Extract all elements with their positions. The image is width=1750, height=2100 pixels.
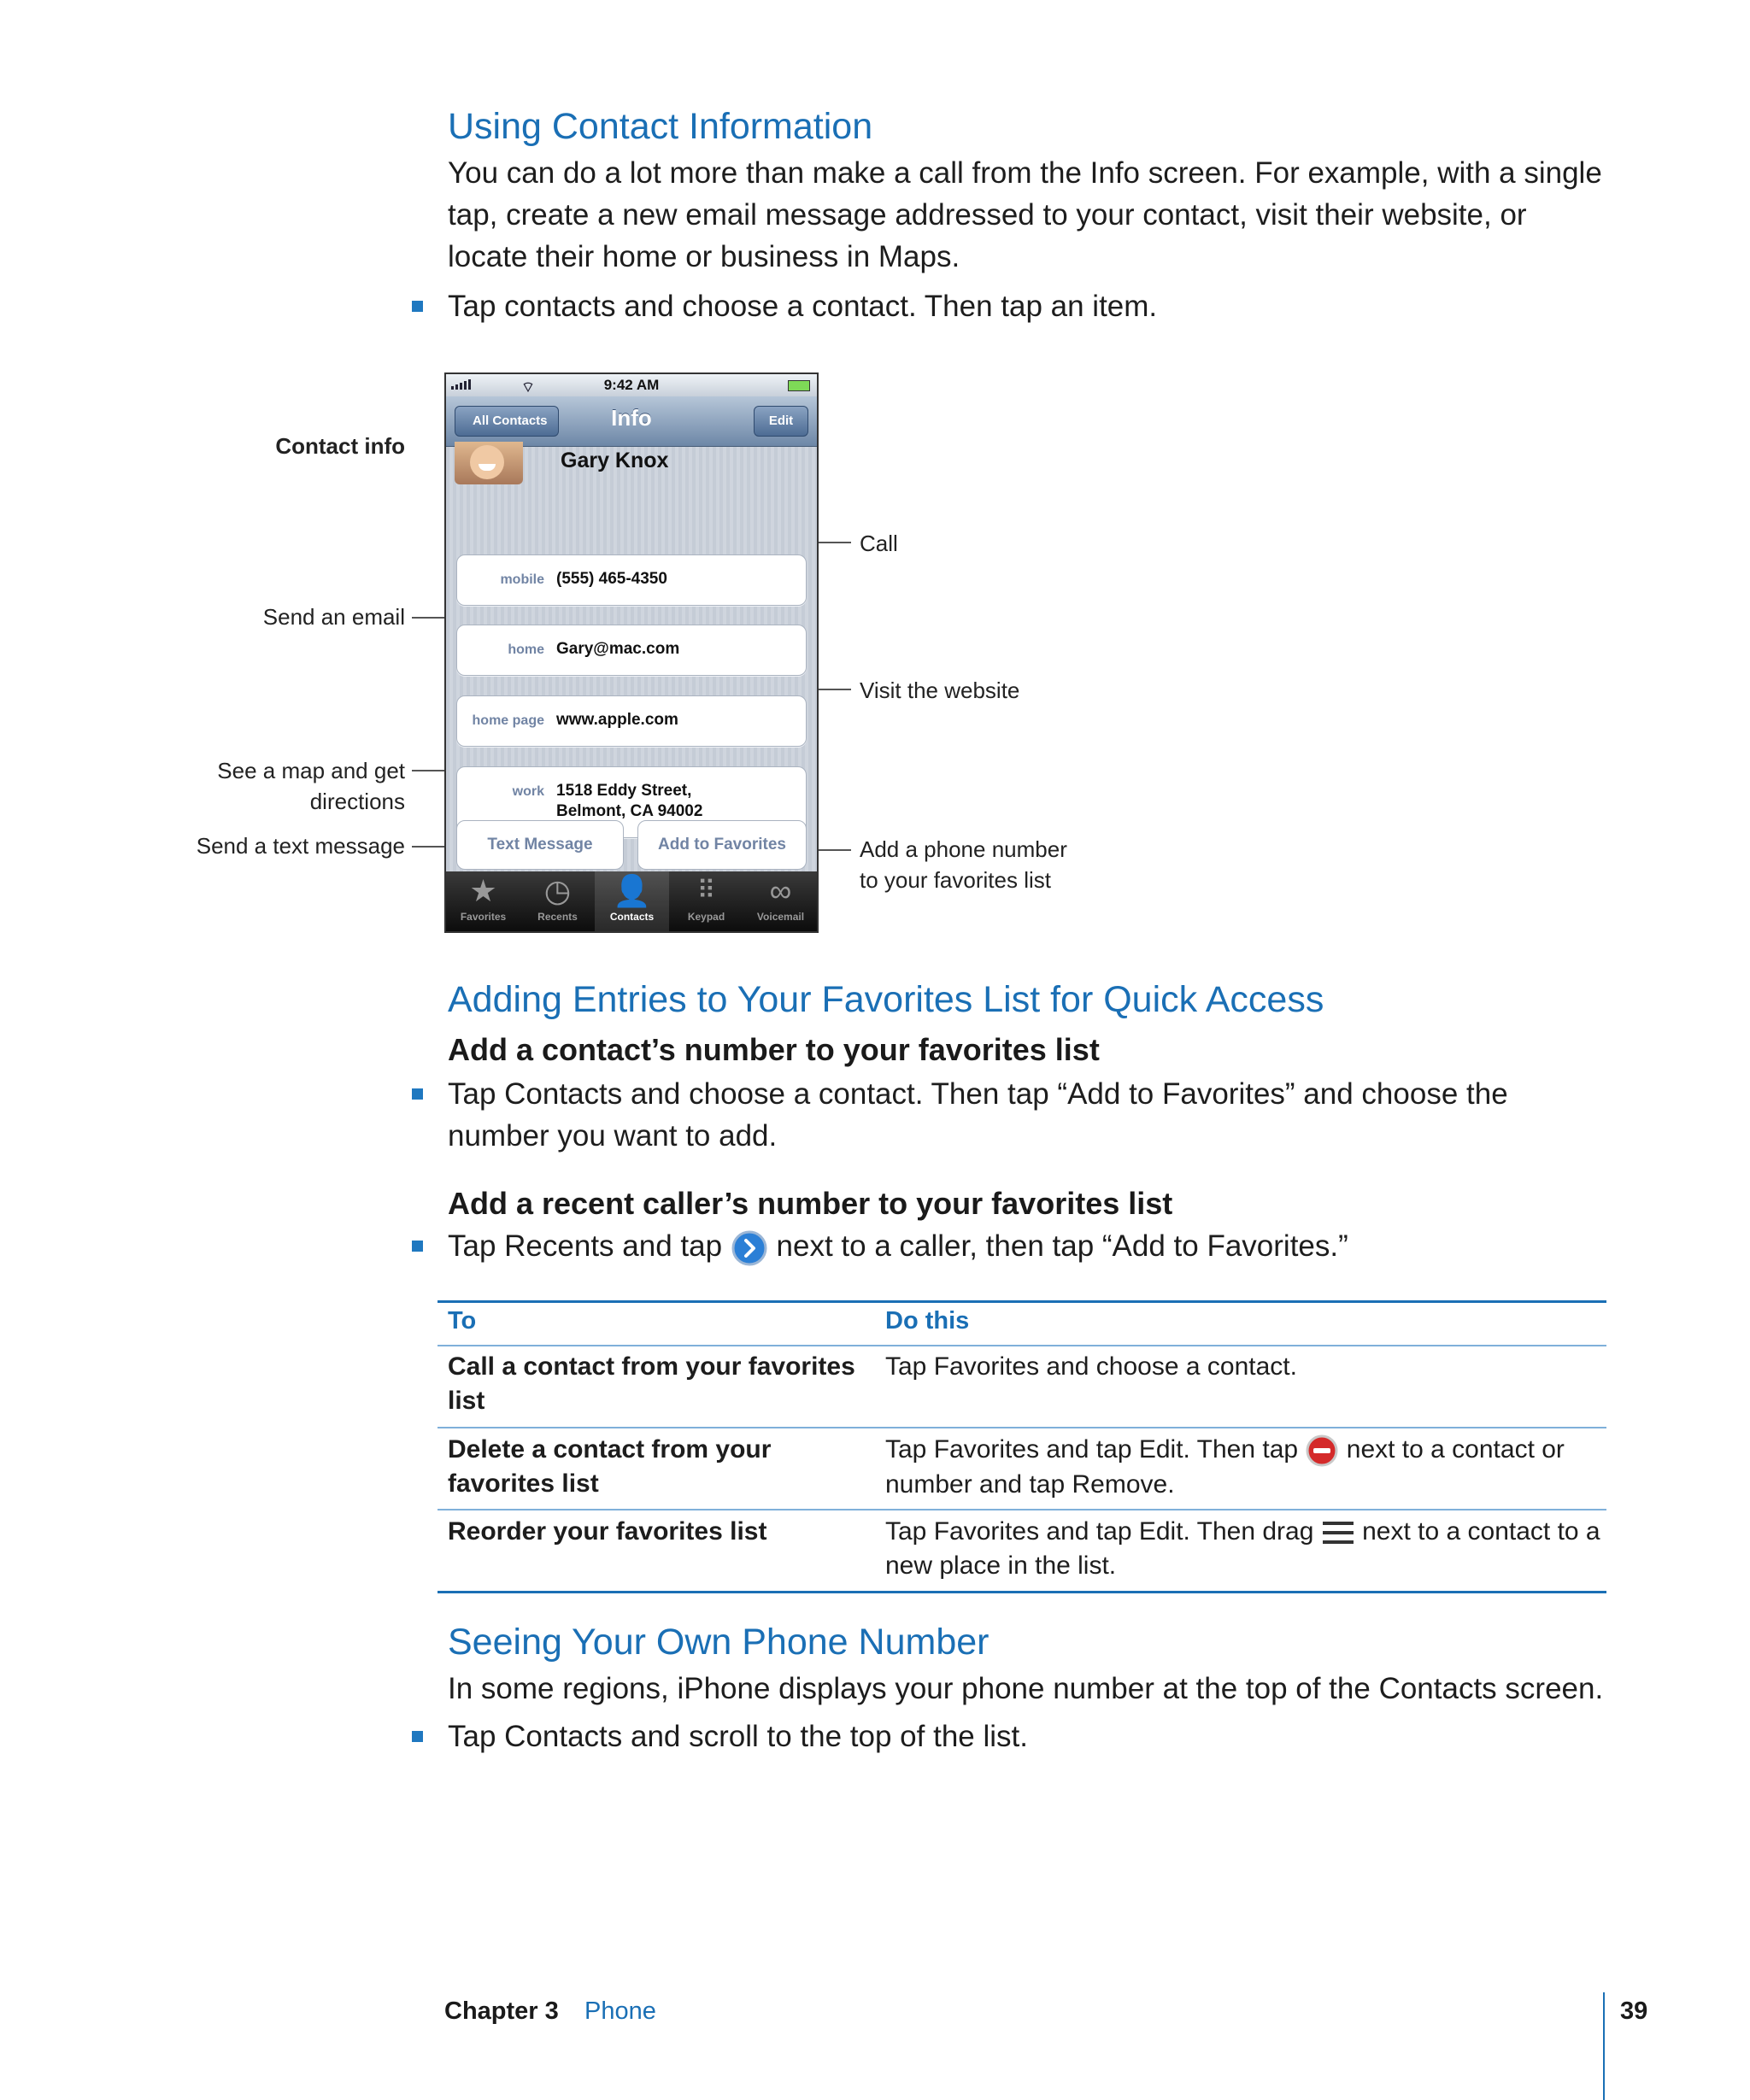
- row-home-page[interactable]: [456, 695, 807, 747]
- tab-recents[interactable]: ◷ Recents: [520, 871, 595, 931]
- detail-disclosure-icon: [731, 1229, 768, 1267]
- callout-call: Call: [860, 531, 898, 556]
- tab-bar: [446, 871, 817, 931]
- section-paragraph: In some regions, iPhone displays your phone number at the top of the Contacts screen.: [448, 1672, 1604, 1705]
- edit-button[interactable]: Edit: [754, 406, 808, 437]
- subheading-add-contact: Add a contact’s number to your favorites list: [448, 1032, 1100, 1067]
- callout-website: Visit the website: [860, 678, 1020, 703]
- row-label: mobile: [500, 572, 544, 587]
- add-to-favorites-button[interactable]: Add to Favorites: [637, 820, 807, 870]
- bullet-text-part2: next to a caller, then tap “Add to Favorites.”: [776, 1229, 1348, 1263]
- row-label: home page: [472, 713, 544, 728]
- bullet-text: Tap Contacts and choose a contact. Then tap “Add to Favorites” and choose the number you want to add.: [448, 1077, 1508, 1153]
- callout-favorites: [860, 834, 1067, 895]
- bullet-marker: [412, 301, 423, 312]
- bullet-text: Tap Contacts and scroll to the top of the list.: [448, 1720, 1028, 1753]
- section-heading-own-number: Seeing Your Own Phone Number: [448, 1622, 990, 1663]
- table-row-1-do: Tap Favorites and choose a contact.: [885, 1352, 1297, 1381]
- table-top-rule: [438, 1300, 1606, 1303]
- bullet-marker: [412, 1088, 423, 1100]
- table-row-3-do: Tap Favorites and tap Edit. Then drag next to a contact to a new place in the list.: [885, 1517, 1600, 1580]
- section-paragraph: You can do a lot more than make a call from the Info screen. For example, with a single tap, create a new email message addressed to your contact, visit their website, or locate their home or business in Maps.: [448, 156, 1602, 273]
- tab-voicemail[interactable]: ∞ Voicemail: [743, 871, 818, 931]
- footer-chapter: Chapter 3: [444, 1997, 559, 2025]
- table-row-3-to: Reorder your favorites list: [448, 1517, 767, 1546]
- star-icon: ★: [469, 873, 497, 908]
- bullet-text: Tap contacts and choose a contact. Then tap an item.: [448, 290, 1158, 323]
- footer-rule: [1603, 1992, 1605, 2100]
- voicemail-icon: ∞: [769, 873, 792, 908]
- callout-favorites-line1: Add a phone number: [860, 836, 1067, 862]
- row-label: home: [508, 642, 544, 657]
- bullet-text-part1: Tap Recents and tap: [448, 1229, 723, 1263]
- row-home-email[interactable]: [456, 625, 807, 676]
- table-row-2-to: Delete a contact from your favorites list: [448, 1435, 772, 1498]
- person-icon: 👤: [613, 873, 651, 908]
- text-message-button[interactable]: Text Message: [456, 820, 624, 870]
- contact-avatar: [455, 442, 523, 484]
- row-value: www.apple.com: [556, 711, 678, 729]
- table-header-to: To: [448, 1307, 477, 1334]
- wifi-icon: ⌔: [521, 379, 535, 396]
- callout-map-line2: directions: [309, 789, 405, 814]
- signal-icon: [451, 379, 471, 390]
- section-heading-contact-info: Using Contact Information: [448, 106, 873, 147]
- status-bar: [446, 374, 817, 396]
- table-header-rule: [438, 1345, 1606, 1346]
- callout-send-email: Send an email: [262, 604, 405, 630]
- bullet-marker: [412, 1241, 423, 1252]
- row-value: (555) 465-4350: [556, 570, 667, 588]
- callout-contact-info: Contact info: [275, 433, 405, 459]
- row-value: 1518 Eddy Street,: [556, 782, 692, 800]
- keypad-icon: ⠿: [696, 877, 716, 905]
- callout-map: [217, 755, 405, 817]
- clock-icon: ◷: [543, 873, 572, 908]
- bullet-marker: [412, 1731, 423, 1742]
- status-time: 9:42 AM: [603, 377, 660, 393]
- delete-icon: [1305, 1434, 1339, 1468]
- table-row-1-to: Call a contact from your favorites list: [448, 1352, 855, 1415]
- nav-title: Info: [611, 405, 652, 431]
- footer-section: Phone: [584, 1997, 656, 2025]
- reorder-icon: [1321, 1518, 1355, 1547]
- all-contacts-button[interactable]: All Contacts: [455, 406, 559, 437]
- callout-map-line1: See a map and get: [217, 758, 405, 783]
- contact-info-content: [446, 447, 817, 874]
- row-mobile[interactable]: [456, 554, 807, 606]
- subheading-recent-caller: Add a recent caller’s number to your favorites list: [448, 1186, 1173, 1221]
- tab-favorites[interactable]: ★ Favorites: [446, 871, 520, 931]
- table-row-rule: [438, 1427, 1606, 1428]
- callout-favorites-line2: to your favorites list: [860, 867, 1051, 893]
- battery-icon: [788, 380, 810, 391]
- table-row-rule: [438, 1509, 1606, 1510]
- page-number: 39: [1620, 1997, 1648, 2025]
- table-header-do-this: Do this: [885, 1307, 970, 1334]
- table-bottom-rule: [438, 1591, 1606, 1593]
- tab-contacts[interactable]: 👤 Contacts: [595, 871, 669, 931]
- iphone-screenshot: [444, 372, 819, 933]
- table-row-2-do: Tap Favorites and tap Edit. Then tap next to a contact or number and tap Remove.: [885, 1435, 1565, 1499]
- row-value: Gary@mac.com: [556, 640, 680, 658]
- callout-text-message: Send a text message: [196, 833, 405, 859]
- tab-keypad[interactable]: ⠿ Keypad: [669, 871, 743, 931]
- bullet-text: [448, 1225, 1348, 1267]
- nav-bar: [446, 396, 817, 447]
- section-heading-favorites: Adding Entries to Your Favorites List for Quick Access: [448, 979, 1324, 1020]
- row-label: work: [512, 784, 544, 799]
- contact-name: Gary Knox: [561, 449, 669, 472]
- row-value-line2: Belmont, CA 94002: [556, 802, 703, 820]
